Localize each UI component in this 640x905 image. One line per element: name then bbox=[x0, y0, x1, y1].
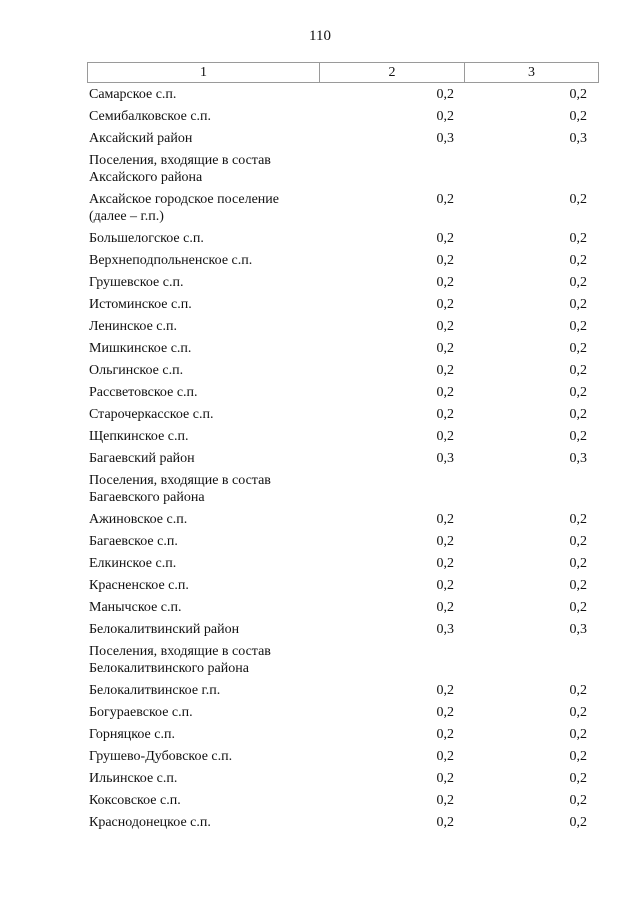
row-name: Поселения, входящие в состав Багаевского района bbox=[89, 473, 271, 505]
row-name: Рассветовское с.п. bbox=[89, 385, 198, 400]
row-name: Верхнеподпольненское с.п. bbox=[89, 253, 253, 268]
row-value-col-3: 0,2 bbox=[569, 109, 587, 124]
row-name: Багаевское с.п. bbox=[89, 534, 178, 549]
row-value-col-2: 0,2 bbox=[436, 578, 454, 593]
table-row bbox=[87, 406, 599, 423]
row-value-col-2: 0,2 bbox=[436, 749, 454, 764]
table-body bbox=[87, 86, 599, 831]
row-name: Истоминское с.п. bbox=[89, 297, 192, 312]
table-row bbox=[87, 511, 599, 528]
row-value-col-3: 0,2 bbox=[569, 683, 587, 698]
row-name: Поселения, входящие в состав Белокалитвинского района bbox=[89, 644, 271, 676]
row-value-col-3: 0,2 bbox=[569, 534, 587, 549]
row-value-col-3: 0,2 bbox=[569, 749, 587, 764]
table-row bbox=[87, 748, 599, 765]
row-name: Большелогское с.п. bbox=[89, 231, 204, 246]
row-name: Ильинское с.п. bbox=[89, 771, 178, 786]
row-value-col-2: 0,2 bbox=[436, 705, 454, 720]
row-name: Коксовское с.п. bbox=[89, 793, 181, 808]
row-value-col-3: 0,2 bbox=[569, 727, 587, 742]
row-name: Щепкинское с.п. bbox=[89, 429, 189, 444]
row-value-col-2: 0,3 bbox=[436, 131, 454, 146]
row-value-col-2: 0,2 bbox=[436, 512, 454, 527]
table-row bbox=[87, 362, 599, 379]
row-name: Старочеркасское с.п. bbox=[89, 407, 214, 422]
row-value-col-3: 0,2 bbox=[569, 385, 587, 400]
row-name: Белокалитвинский район bbox=[89, 622, 240, 637]
row-value-col-2: 0,2 bbox=[436, 253, 454, 268]
row-value-col-3: 0,2 bbox=[569, 600, 587, 615]
header-col-3: 3 bbox=[528, 65, 535, 80]
table-row bbox=[87, 296, 599, 313]
row-value-col-2: 0,2 bbox=[436, 407, 454, 422]
row-value-col-3: 0,2 bbox=[569, 253, 587, 268]
row-value-col-2: 0,2 bbox=[436, 275, 454, 290]
table-row bbox=[87, 472, 599, 506]
row-value-col-2: 0,2 bbox=[436, 815, 454, 830]
row-name: Елкинское с.п. bbox=[89, 556, 177, 571]
row-value-col-3: 0,2 bbox=[569, 705, 587, 720]
table-row bbox=[87, 682, 599, 699]
row-value-col-2: 0,2 bbox=[436, 341, 454, 356]
table-row bbox=[87, 428, 599, 445]
table-row bbox=[87, 274, 599, 291]
row-name: Самарское с.п. bbox=[89, 87, 177, 102]
row-name: Грушевское с.п. bbox=[89, 275, 184, 290]
row-value-col-2: 0,2 bbox=[436, 385, 454, 400]
row-value-col-3: 0,3 bbox=[569, 451, 587, 466]
table-row bbox=[87, 599, 599, 616]
row-value-col-2: 0,2 bbox=[436, 319, 454, 334]
table-row bbox=[87, 130, 599, 147]
header-col-2: 2 bbox=[320, 63, 465, 82]
table-row bbox=[87, 726, 599, 743]
table-row bbox=[87, 704, 599, 721]
table-row bbox=[87, 577, 599, 594]
row-value-col-2: 0,2 bbox=[436, 534, 454, 549]
table-row bbox=[87, 384, 599, 401]
row-name: Ажиновское с.п. bbox=[89, 512, 188, 527]
row-value-col-2: 0,2 bbox=[436, 192, 454, 207]
table-row bbox=[87, 230, 599, 247]
row-name: Поселения, входящие в состав Аксайского района bbox=[89, 153, 271, 185]
table-row bbox=[87, 770, 599, 787]
table-row bbox=[87, 152, 599, 186]
row-value-col-3: 0,2 bbox=[569, 87, 587, 102]
row-value-col-3: 0,2 bbox=[569, 512, 587, 527]
row-value-col-3: 0,2 bbox=[569, 407, 587, 422]
row-value-col-3: 0,2 bbox=[569, 275, 587, 290]
row-value-col-2: 0,2 bbox=[436, 727, 454, 742]
row-name: Ольгинское с.п. bbox=[89, 363, 184, 378]
row-name: Мишкинское с.п. bbox=[89, 341, 192, 356]
table-row bbox=[87, 621, 599, 638]
row-value-col-2: 0,2 bbox=[436, 429, 454, 444]
row-value-col-2: 0,2 bbox=[436, 87, 454, 102]
row-value-col-3: 0,2 bbox=[569, 429, 587, 444]
table-row bbox=[87, 318, 599, 335]
row-value-col-2: 0,2 bbox=[436, 600, 454, 615]
row-name: Грушево-Дубовское с.п. bbox=[89, 749, 233, 764]
row-value-col-3: 0,2 bbox=[569, 556, 587, 571]
row-value-col-2: 0,3 bbox=[436, 622, 454, 637]
table-row bbox=[87, 555, 599, 572]
row-name: Краснодонецкое с.п. bbox=[89, 815, 211, 830]
data-table bbox=[87, 62, 599, 836]
row-name: Аксайский район bbox=[89, 131, 193, 146]
row-value-col-3: 0,3 bbox=[569, 131, 587, 146]
row-name: Богураевское с.п. bbox=[89, 705, 193, 720]
table-row bbox=[87, 340, 599, 357]
table-header-row bbox=[87, 62, 599, 83]
table-row bbox=[87, 814, 599, 831]
table-row bbox=[87, 533, 599, 550]
row-value-col-2: 0,2 bbox=[436, 231, 454, 246]
row-value-col-2: 0,3 bbox=[436, 451, 454, 466]
row-value-col-2: 0,2 bbox=[436, 556, 454, 571]
table-row bbox=[87, 252, 599, 269]
table-row bbox=[87, 643, 599, 677]
row-value-col-3: 0,2 bbox=[569, 297, 587, 312]
row-name: Аксайское городское поселение (далее – г.п.) bbox=[89, 192, 279, 224]
row-name: Манычское с.п. bbox=[89, 600, 182, 615]
table-row bbox=[87, 86, 599, 103]
row-value-col-3: 0,2 bbox=[569, 231, 587, 246]
row-value-col-3: 0,2 bbox=[569, 341, 587, 356]
row-name: Ленинское с.п. bbox=[89, 319, 177, 334]
row-value-col-3: 0,2 bbox=[569, 771, 587, 786]
row-name: Красненское с.п. bbox=[89, 578, 189, 593]
row-name: Багаевский район bbox=[89, 451, 195, 466]
row-value-col-2: 0,2 bbox=[436, 771, 454, 786]
table-row bbox=[87, 792, 599, 809]
table-row bbox=[87, 191, 599, 225]
row-value-col-3: 0,2 bbox=[569, 815, 587, 830]
row-value-col-3: 0,2 bbox=[569, 578, 587, 593]
page-number: 110 bbox=[309, 28, 331, 44]
row-value-col-2: 0,2 bbox=[436, 363, 454, 378]
row-value-col-3: 0,3 bbox=[569, 622, 587, 637]
row-name: Горняцкое с.п. bbox=[89, 727, 175, 742]
row-value-col-3: 0,2 bbox=[569, 319, 587, 334]
row-value-col-2: 0,2 bbox=[436, 683, 454, 698]
row-value-col-3: 0,2 bbox=[569, 793, 587, 808]
row-name: Семибалковское с.п. bbox=[89, 109, 212, 124]
row-value-col-2: 0,2 bbox=[436, 109, 454, 124]
row-value-col-2: 0,2 bbox=[436, 793, 454, 808]
table-row bbox=[87, 108, 599, 125]
row-value-col-2: 0,2 bbox=[436, 297, 454, 312]
table-row bbox=[87, 450, 599, 467]
row-value-col-3: 0,2 bbox=[569, 363, 587, 378]
row-value-col-3: 0,2 bbox=[569, 192, 587, 207]
row-name: Белокалитвинское г.п. bbox=[89, 683, 221, 698]
header-col-1: 1 bbox=[88, 63, 320, 82]
